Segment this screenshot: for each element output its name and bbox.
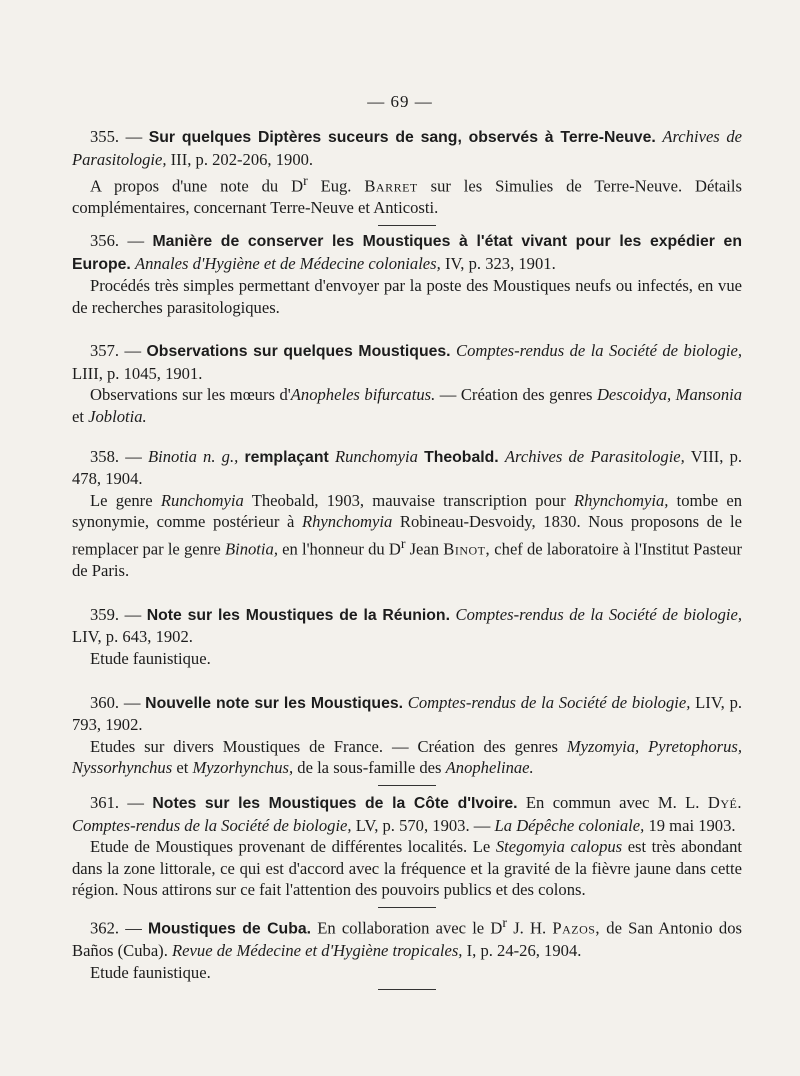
entry-summary: Etude de Moustiques provenant de différentes localités. Le Stegomyia calopus est très abondant dans la zone littorale, ce qui est d'accord avec la fréquence et la gravité de la fièvre jaune dans cette région. Nous attirons sur ce fait l'attention des pouvoirs publics et des colons. [72, 837, 743, 900]
entry-number: 362. [90, 918, 120, 938]
entry-source: Annales d'Hygiène et de Médecine coloniales, [134, 253, 441, 273]
entry-number: 360. [90, 692, 120, 712]
entry-359: 359. — Note sur les Moustiques de la Réunion. Comptes-rendus de la Société de biologie, LIV, p. 643, 1902. Etude faunistique. [72, 604, 743, 668]
entry-title: Observations sur quelques Moustiques. [146, 343, 451, 361]
entry-reference: LIV, p. 793, 1902. [72, 692, 743, 735]
page-number: — 69 — [367, 92, 433, 111]
entry-title: Moustiques de Cuba. [148, 920, 312, 938]
entry-title-genus: Binotia n. g., [148, 446, 239, 466]
entry-source: Comptes-rendus de la Société de biologie, [72, 815, 352, 835]
separator-rule [378, 785, 436, 786]
entry-source: Revue de Médecine et d'Hygiène tropicales, [172, 941, 463, 960]
entry-reference: LV, p. 570, 1903. — [355, 815, 491, 835]
entry-source-2: La Dépêche coloniale, [494, 815, 645, 835]
entry-collaboration: En collaboration avec le D [317, 918, 503, 938]
entry-358: 358. — Binotia n. g., remplaçant Runchomyia Theobald. Archives de Parasitologie, VIII, p. 478, 1904. Le genre Runchomyia Theobald, 1903, mauvaise transcription pour Rhynchomyia, tombe en synonymie, comme postérieur à Rhynchomyia Robineau-Desvoidy, 1830. Nous proposons de le remplacer par le genre Binotia, en l'honneur du $D^r$ Jean Binot, chef de laboratoire à l'Institut Pasteur de Paris. [72, 446, 743, 581]
entry-reference-2: 19 mai 1903. [648, 815, 736, 835]
entry-summary: Observations sur les mœurs d'Anopheles bifurcatus. — Création des genres Descoidya, Mansonia et Joblotia. [72, 385, 743, 427]
entry-source: Archives de Parasitologie, [504, 446, 685, 466]
separator-rule [378, 989, 436, 990]
entry-summary: Etude faunistique. [90, 648, 211, 668]
entry-reference: IV, p. 323, 1901. [444, 253, 556, 273]
separator-rule [378, 225, 436, 226]
entry-summary: Procédés très simples permettant d'envoyer par la poste des Moustiques neufs ou infectés, en vue de recherches parasitologiques. [72, 276, 742, 317]
entry-summary: Etudes sur divers Moustiques de France. — Création des genres Myzomyia, Pyretophorus, Nyssorhynchus et Myzorhynchus, de la sous-famille des Anophelinae. [72, 736, 742, 778]
entry-355: 355. — Sur quelques Diptères suceurs de sang, observés à Terre-Neuve. Archives de Parasitologie, III, p. 202-206, 1900. A propos d'une note du $D^r$ Eug. Barret sur les Simulies de Terre-Neuve. Détails complémentaires, concernant Terre-Neuve et Anticosti. [72, 126, 742, 226]
entry-reference: LIII, p. 1045, 1901. [72, 363, 203, 383]
entry-summary: Le genre Runchomyia Theobald, 1903, mauvaise transcription pour Rhynchomyia, tombe en synonymie, comme postérieur à Rhynchomyia Robineau-Desvoidy, 1830. Nous proposons de le remplacer par le genre Binotia, en l'honneur du $D^r$ Jean Binot, chef de laboratoire à l'Institut Pasteur de Paris. [72, 490, 743, 581]
entry-summary: A propos d'une note du $D^r$ Eug. Barret sur les Simulies de Terre-Neuve. Détails complémentaires, concernant Terre-Neuve et Anticosti. [72, 173, 742, 218]
entry-number: 359. [90, 604, 120, 624]
entry-number: 356. [90, 230, 120, 250]
entry-357: 357. — Observations sur quelques Moustiques. Comptes-rendus de la Société de biologie, LIII, p. 1045, 1901. Observations sur les mœurs d'Anopheles bifurcatus. — Création des genres Descoidya, Mansonia et Joblotia. [72, 341, 743, 427]
entry-collaboration: En commun avec M. L. [525, 792, 700, 812]
entry-title: Sur quelques Diptères suceurs de sang, observés à Terre-Neuve. [148, 129, 656, 146]
entry-number: 357. [90, 341, 120, 361]
entry-356: 356. — Manière de conserver les Moustiques à l'état vivant pour les expédier en Europe. Annales d'Hygiène et de Médecine coloniales, IV, p. 323, 1901. Procédés très simples permettant d'envoyer par la poste des Moustiques neufs ou infectés, en vue de recherches parasitologiques. [72, 230, 742, 317]
entry-title: Note sur les Moustiques de la Réunion. [146, 606, 450, 624]
entry-362: 362. — Moustiques de Cuba. En collaboration avec le $D^r$ J. H. Pazos, de San Antonio dos Baños (Cuba). Revue de Médecine et d'Hygiène tropicales, I, p. 24-26, 1904. Etude faunistique. [72, 912, 742, 990]
entry-summary: Etude faunistique. [90, 962, 211, 982]
entry-title: remplaçant [244, 448, 329, 466]
entry-title: Nouvelle note sur les Moustiques. [145, 694, 404, 712]
entry-number: 361. [90, 792, 120, 812]
entry-source: Comptes-rendus de la Société de biologie, [456, 341, 743, 361]
entry-source: Comptes-rendus de la Société de biologie, [407, 692, 691, 712]
entry-title: Manière de conserver les Moustiques à l'état vivant pour les expédier en Europe. [72, 232, 742, 273]
entry-361: 361. — Notes sur les Moustiques de la Côte d'Ivoire. En commun avec M. L. Dyé. Comptes-rendus de la Société de biologie, LV, p. 570, 1903. — La Dépêche coloniale, 19 mai 1903. Etude de Moustiques provenant de différentes localités. Le Stegomyia calopus est très abondant dans la zone littorale, ce qui est d'accord avec la fréquence et la gravité de la fièvre jaune dans cette région. Nous attirons sur ce fait l'attention des pouvoirs publics et des colons. [72, 792, 742, 908]
entry-source: Comptes-rendus de la Société de biologie, [455, 604, 743, 624]
entry-number: 358. [90, 446, 120, 466]
entry-number: 355. [90, 127, 120, 146]
entry-reference: III, p. 202-206, 1900. [170, 149, 314, 169]
entry-360: 360. — Nouvelle note sur les Moustiques. Comptes-rendus de la Société de biologie, LIV, p. 793, 1902. Etudes sur divers Moustiques de France. — Création des genres Myzomyia, Pyretophorus, Nyssorhynchus et Myzorhynchus, de la sous-famille des Anophelinae. [72, 692, 742, 786]
entry-title: Notes sur les Moustiques de la Côte d'Ivoire. [152, 794, 518, 812]
entry-source: Archives de Parasitologie, [72, 127, 742, 169]
entry-reference: I, p. 24-26, 1904. [466, 941, 582, 960]
separator-rule [378, 907, 436, 908]
entry-reference: LIV, p. 643, 1902. [72, 627, 193, 647]
entry-reference: VIII, p. 478, 1904. [72, 446, 743, 489]
